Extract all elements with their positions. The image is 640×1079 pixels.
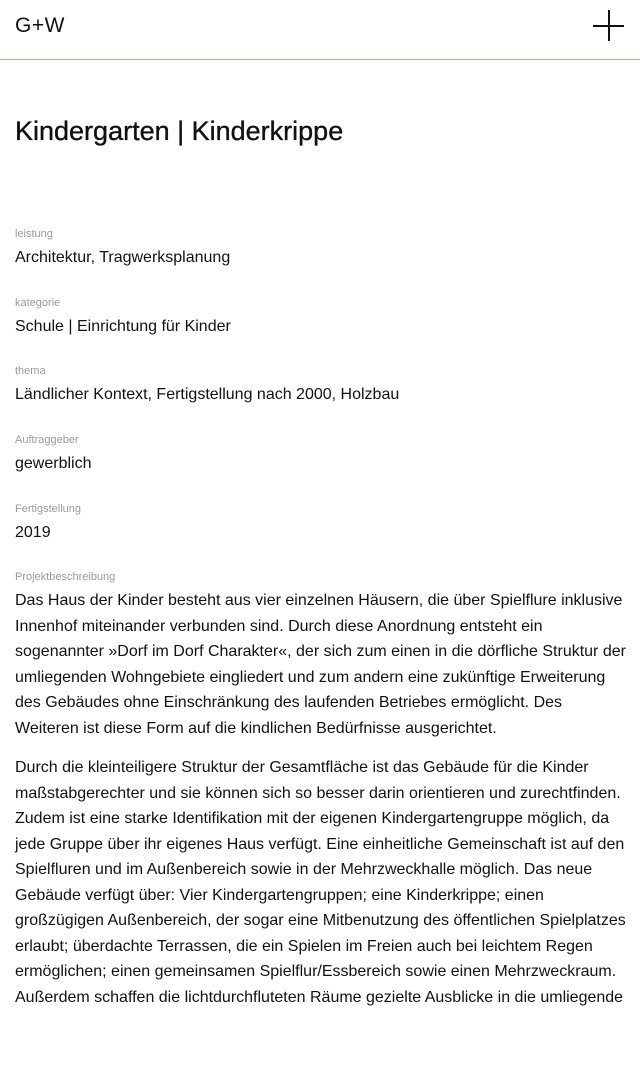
field-value: Architektur, Tragwerksplanung: [15, 249, 231, 266]
header: [0, 0, 640, 60]
field-label: kategorie: [15, 297, 61, 309]
field-value: Ländlicher Kontext, Fertigstellung nach 2000, Holzbau: [15, 386, 400, 403]
field-fertigstellung: [15, 502, 625, 544]
field-kategorie: [15, 296, 625, 338]
field-label: leistung: [15, 228, 53, 240]
field-label: Fertigstellung: [15, 503, 82, 515]
project-description: [15, 570, 627, 1010]
plus-icon[interactable]: [593, 10, 624, 41]
description-paragraph: Durch die kleinteiligere Struktur der Gesamtfläche ist das Gebäude für die Kinder maßstabgerechter und sie können sich so besser darin orientieren und zurechtfinden. Zudem ist eine starke Identifikation mit der eigenen Kindergartengruppe möglich, da jede Gruppe über ihr eigenes Haus verfügt. Eine einheitliche Gemeinschaft ist auf den Spielfluren und im Außenbereich sowie in der Mehrzweckhalle möglich. Das neue Gebäude verfügt über: Vier Kindergartengruppen; eine Kinderkrippe; einen großzügigen Außenbereich, der sogar eine Mitbenutzung des öffentlichen Spielplatzes erlaubt; überdachte Terrassen, die ein Spielen im Freien auch bei leichtem Regen ermöglichen; einen gemeinsamen Spielflur/Essbereich sowie einen Mehrzweckraum. Außerdem schaffen die lichtdurchfluteten Räume gezielte Ausblicke in die umliegende: [15, 759, 626, 1006]
field-leistung: [15, 227, 625, 269]
page-title: Kindergarten | Kinderkrippe: [15, 116, 344, 146]
field-auftraggeber: [15, 433, 625, 475]
field-label: thema: [15, 365, 46, 377]
field-value: gewerblich: [15, 455, 92, 472]
description-label: Projektbeschreibung: [15, 571, 116, 583]
field-label: Auftraggeber: [15, 434, 79, 446]
field-value: Schule | Einrichtung für Kinder: [15, 318, 231, 335]
logo[interactable]: G+W: [15, 14, 65, 37]
field-value: 2019: [15, 524, 51, 541]
description-paragraph: Das Haus der Kinder besteht aus vier einzelnen Häusern, die über Spielflure inklusive Innenhof miteinander verbunden sind. Durch diese Anordnung entsteht ein sogenannter »Dorf im Dorf Charakter«, der sich zum einen in die dörfliche Struktur der umliegenden Wohngebiete eingliedert und zum andern eine zukünftige Erweiterung des Gebäudes ohne Einschränkung des laufenden Betriebes ermöglicht. Des Weiteren ist diese Form auf die kindlichen Bedürfnisse ausgerichtet.: [15, 592, 626, 737]
field-thema: [15, 364, 625, 406]
